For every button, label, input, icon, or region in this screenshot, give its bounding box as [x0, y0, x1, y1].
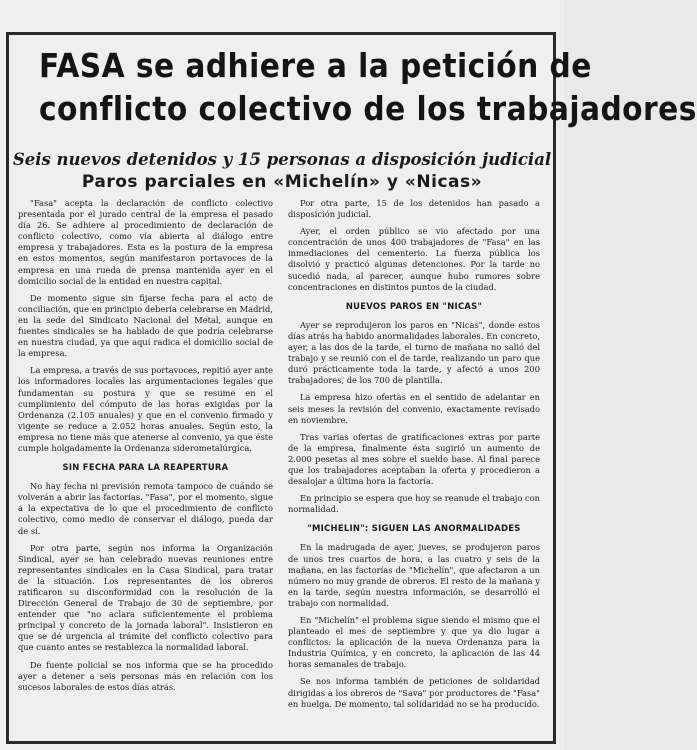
subheadline-detenidos: Seis nuevos detenidos y 15 personas a disposición judicial [12, 150, 552, 169]
paragraph: En la madrugada de ayer, jueves, se produjeron paros de unos tres cuartos de hora, a las cuatro y seis de la mañana, en las factorías de "Michelín", que afectaron a un número no muy grande de obreros. El resto de la mañana y en la tarde, según nuestra información, se desarrolló el trabajo con normalidad. [288, 542, 540, 608]
headline [12, 44, 697, 130]
section-heading: NUEVOS PAROS EN "NICAS" [345, 300, 483, 311]
paragraph: Tras varias ofertas de gratificaciones extras por parte de la empresa, finalmente ésta sugirió un aumento de 2.000 pesetas al mes sobre el sueldo base. Al final parece que los trabajadores aceptaban la oferta y procedieron a desalojar a última hora la factoría. [288, 431, 540, 487]
section-heading: SIN FECHA PARA LA REAPERTURA [62, 462, 229, 473]
headline-line-2: conflicto colectivo de los trabajadores [39, 89, 697, 128]
paragraph: En "Michelín" el problema sigue siendo el mismo que el planteado el mes de septiembre y que ya dio lugar a conflictos: la aplicación de la nueva Ordenanza para la Industria Química, y en concreto, la aplicación de las 44 horas semanales de trabajo. [288, 615, 540, 670]
paragraph: De fuente policial se nos informa que se ha procedido ayer a detener a seis personas más en relación con los sucesos laborales de estos días atrás. [18, 659, 273, 692]
paragraph: Ayer, el orden público se vio afectado por una concentración de unos 400 trabajadores de "Fasa" en las inmediaciones del cementerio. La fuerza pública los disolvió y practicó algunas detenciones. Por la tarde no sucedió nada, al parecer, aunque hubo rumores sobre concentraciones en distintos puntos de la ciudad. [288, 226, 540, 292]
paragraph: La empresa, a través de sus portavoces, repitió ayer ante los informadores locales las argumentaciones legales que fundamentan su postura y que se resume en el cumplimiento del cómputo de las horas exigidas por la Ordenanza (2.105 anuales) y que en el convenio firmado y vigente se reduce a 2.052 horas anuales. Según esto, la empresa no tiene más que atenerse al convenio, ya que éste cumple holgadamente la Ordenanza siderometalúrgica. [18, 365, 273, 453]
right-column [288, 198, 540, 716]
paragraph: Por otra parte, según nos informa la Organización Sindical, ayer se han celebrado nuevas reuniones entre representantes sindicales en la Casa Sindical, para tratar de la situación. Los representantes de los obreros ratificaron su disconformidad con la resolución de la Dirección General de Trabajo de 30 de septiembre, por entender que "no aclara suficientemente el problema principal y concreto de la jornada laboral". Insistieron en que se dé urgencia al trámite del conflicto colectivo para que cuanto antes se restablezca la normalidad laboral. [18, 542, 273, 653]
subheadline-paros: Paros parciales en «Michelín» y «Nicas» [81, 172, 483, 192]
paragraph: Por otra parte, 15 de los detenidos han pasado a disposición judicial. [288, 198, 540, 220]
paragraph: No hay fecha ni previsión remota tampoco de cuándo se volverán a abrir las factorías. "Fasa", por el momento, sigue a la expectativa de lo que el procedimiento de conflicto colectivo, como medio de conservar el diálogo, pueda dar de sí. [18, 481, 273, 536]
headline-line-1: FASA se adhiere a la petición de [39, 46, 592, 85]
paragraph: Se nos informa también de peticiones de solidaridad dirigidas a los obreros de "Sava" por productores de "Fasa" en huelga. De momento, tal solidaridad no se ha producido. [288, 676, 540, 709]
paragraph: De momento sigue sin fijarse fecha para el acto de conciliación, que en principio debería celebrarse en Madrid, en la sede del Sindicato Nacional del Metal, aunque en fuentes sindicales se ha hablado de que podría celebrarse en nuestra ciudad, ya que aquí radica el domicilio social de la empresa. [18, 292, 273, 359]
paragraph: La empresa hizo ofertas en el sentido de adelantar en seis meses la revisión del convenio, exactamente revisado en noviembre. [288, 392, 540, 425]
left-column [18, 198, 273, 699]
paragraph: En principio se espera que hoy se reanude el trabajo con normalidad. [288, 493, 540, 515]
paragraph: Ayer se reprodujeron los paros en "Nicas", donde estos días atrás ha habido anormalidades laborales. En concreto, ayer, a las dos de la tarde, el turno de mañana no salió del trabajo y se reunió con el de tarde, realizando un paro que duró prácticamente toda la tarde, y afectó a unos 200 trabajadores, de los 700 de plantilla. [288, 319, 540, 386]
section-heading: "MICHELIN": SIGUEN LAS ANORMALIDADES [307, 523, 521, 534]
paragraph: "Fasa" acepta la declaración de conflicto colectivo presentada por el jurado central de la empresa el pasado día 26. Se adhiere al procedimiento de declaración de conflicto colectivo, como vía abierta al diálogo entre empresa y trabajadores. Esta es la postura de la empresa en estos momentos, según manifestaron portavoces de la empresa en una rueda de prensa mantenida ayer en el domicilio social de la entidad en nuestra capital. [18, 198, 273, 286]
